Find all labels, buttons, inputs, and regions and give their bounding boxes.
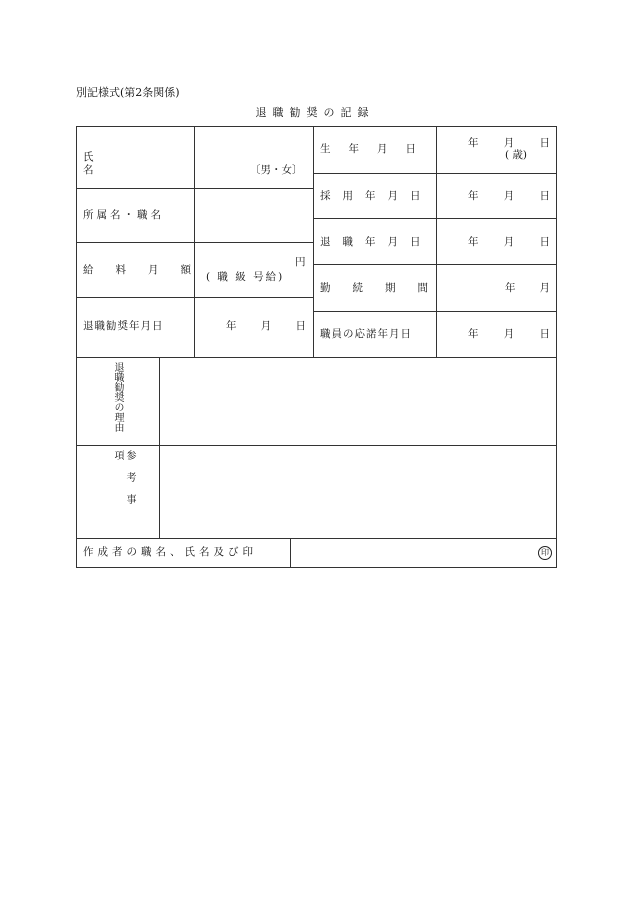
table-border-left [76,126,77,568]
gender-options: 〔男・女〕 [250,164,303,176]
row-divider [313,311,557,312]
day-text: 日 [539,236,550,248]
name-label-text: 氏名 [83,151,174,176]
creator-label: 作成者の職名、氏名及び印 [83,546,257,558]
salary-label: 給料月額 [83,264,213,276]
year-text: 年 [505,282,516,294]
day-text: 日 [295,320,306,332]
col-divider [436,126,437,357]
row-divider [313,264,557,265]
year-text: 年 [226,320,237,332]
year-text: 年 [468,236,479,248]
day-text: 日 [539,328,550,340]
day-text: 日 [539,190,550,202]
reason-label: 退職勧奨の理由 [112,362,123,432]
month-text: 月 [260,320,272,332]
month-text: 月 [503,137,515,149]
recommend-date-label: 退職勧奨年月日 [83,320,164,332]
month-text: 月 [503,190,515,202]
form-reference: 別記様式(第2条関係) [76,86,180,99]
hire-label: 採用年月日 [320,190,433,202]
service-value [505,282,550,295]
birth-label: 生年月日 [320,143,434,155]
table-border-top [76,126,557,127]
row-divider [313,218,557,219]
salary-grade: ( 職 級 号給) [206,271,285,283]
day-text: 日 [539,137,550,149]
salary-unit: 円 [295,256,306,268]
consent-value [468,328,550,341]
age-value: ( 歳) [505,149,528,161]
table-border-bottom [76,567,557,568]
col-divider [194,126,195,357]
recommend-date-value [226,320,306,333]
month-text: 月 [503,328,515,340]
year-text: 年 [468,137,479,149]
reference-label: 参考事項 [112,450,135,516]
service-label: 勤続期間 [320,282,450,294]
table-border-right [556,126,557,568]
name-label [83,151,188,177]
row-divider [76,445,557,446]
hire-value [468,190,550,203]
month-text: 月 [503,236,515,248]
year-text: 年 [468,190,479,202]
document-title: 退職勧奨の記録 [255,106,375,119]
retire-value [468,236,550,249]
col-divider [159,357,160,538]
retire-label: 退職年月日 [320,236,433,248]
seal-mark: 印 [538,546,552,560]
affiliation-label: 所属名・職名 [83,209,164,221]
row-divider [313,173,557,174]
col-divider [290,538,291,567]
row-divider [76,538,557,539]
col-divider [313,126,314,357]
consent-label: 職員の応諾年月日 [320,328,412,340]
month-text: 月 [539,282,550,294]
year-text: 年 [468,328,479,340]
row-divider [76,357,557,358]
